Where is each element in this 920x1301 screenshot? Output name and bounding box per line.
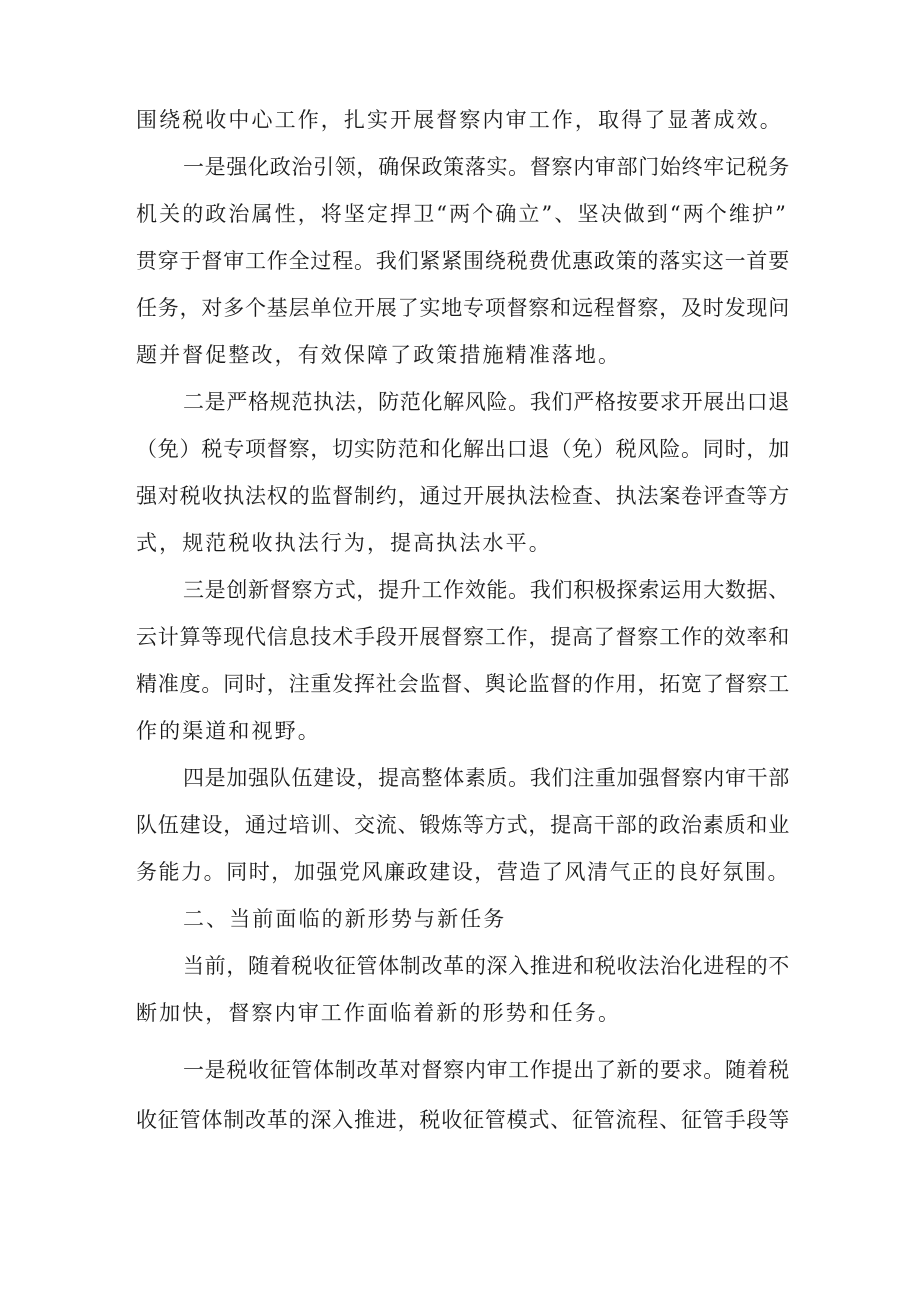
line-text: 贯穿于督审工作全过程。我们紧紧围绕税费优惠政策的落实这一首要 <box>136 249 790 273</box>
text-line <box>0 384 920 420</box>
line-text: 队伍建设，通过培训、交流、锻炼等方式，提高干部的政治素质和业 <box>136 813 790 837</box>
line-text: 作的渠道和视野。 <box>136 719 321 743</box>
line-text: 当前，随着税收征管体制改革的深入推进和税收法治化进程的不 <box>183 954 790 978</box>
text-line <box>0 431 920 467</box>
text-line <box>0 290 920 326</box>
line-text: 一是强化政治引领，确保政策落实。督察内审部门始终牢记税务 <box>183 155 790 179</box>
text-line <box>0 1052 920 1088</box>
text-line <box>0 243 920 279</box>
text-line <box>0 149 920 185</box>
line-text: 任务，对多个基层单位开展了实地专项督察和远程督察，及时发现问 <box>136 296 790 320</box>
text-line <box>0 196 920 232</box>
line-text: 二、当前面临的新形势与新任务 <box>183 907 507 931</box>
line-text: （免）税专项督察，切实防范和化解出口退（免）税风险。同时，加 <box>136 437 790 461</box>
line-text: 围绕税收中心工作，扎实开展督察内审工作，取得了显著成效。 <box>136 108 783 132</box>
line-text: 收征管体制改革的深入推进，税收征管模式、征管流程、征管手段等 <box>136 1108 790 1132</box>
line-text: 四是加强队伍建设，提高整体素质。我们注重加强督察内审干部 <box>183 766 790 790</box>
text-line <box>0 572 920 608</box>
section-heading <box>0 901 920 937</box>
line-text: 云计算等现代信息技术手段开展督察工作，提高了督察工作的效率和 <box>136 625 790 649</box>
text-line <box>0 995 920 1031</box>
text-line <box>0 948 920 984</box>
text-line <box>0 713 920 749</box>
text-line <box>0 478 920 514</box>
line-text: 精准度。同时，注重发挥社会监督、舆论监督的作用，拓宽了督察工 <box>136 672 790 696</box>
text-line <box>0 807 920 843</box>
line-text: 三是创新督察方式，提升工作效能。我们积极探索运用大数据、 <box>183 578 790 602</box>
text-line <box>0 102 920 138</box>
line-text: 题并督促整改，有效保障了政策措施精准落地。 <box>136 343 622 367</box>
line-text: 一是税收征管体制改革对督察内审工作提出了新的要求。随着税 <box>183 1058 790 1082</box>
text-line <box>0 854 920 890</box>
text-line <box>0 525 920 561</box>
line-text: 断加快，督察内审工作面临着新的形势和任务。 <box>136 1001 622 1025</box>
line-text: 强对税收执法权的监督制约，通过开展执法检查、执法案卷评查等方 <box>136 484 790 508</box>
text-line <box>0 666 920 702</box>
line-text: 务能力。同时，加强党风廉政建设，营造了风清气正的良好氛围。 <box>136 860 790 884</box>
text-line <box>0 1102 920 1138</box>
line-text: 机关的政治属性，将坚定捍卫“两个确立”、坚决做到“两个维护” <box>136 202 788 226</box>
line-text: 式，规范税收执法行为，提高执法水平。 <box>136 531 552 555</box>
text-line <box>0 337 920 373</box>
text-line <box>0 619 920 655</box>
line-text: 二是严格规范执法，防范化解风险。我们严格按要求开展出口退 <box>183 390 790 414</box>
text-line <box>0 760 920 796</box>
